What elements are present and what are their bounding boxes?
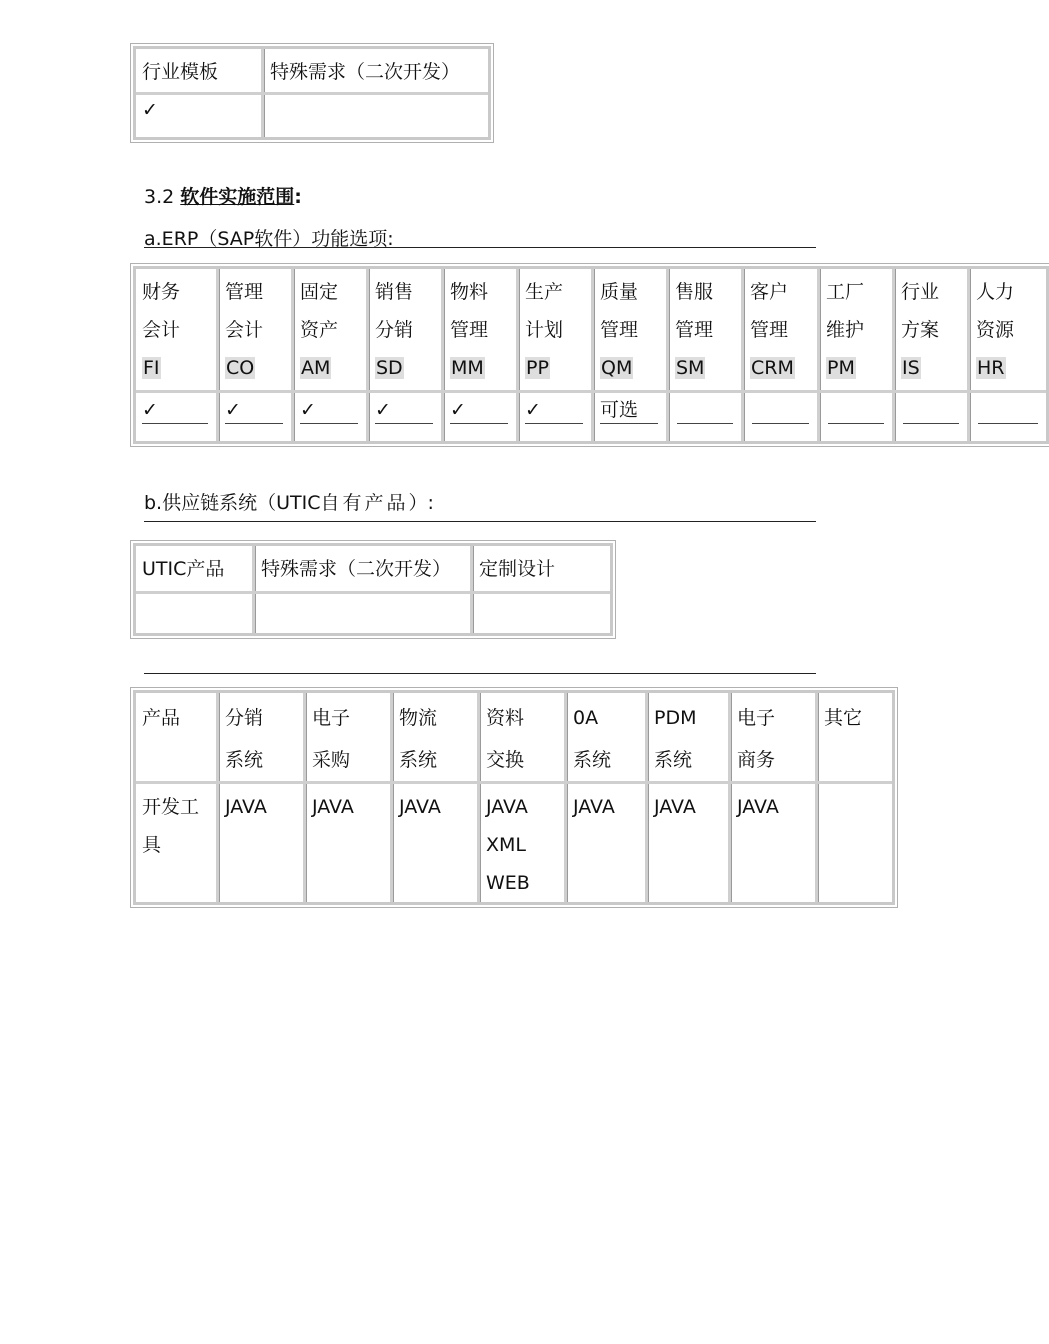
erp-module-hr: [967, 269, 1046, 393]
tools-label-line1: 开发工: [142, 796, 200, 818]
products-header-line2: 系统: [654, 749, 693, 771]
supply-caption: [144, 488, 434, 515]
tools-cell: [390, 784, 477, 902]
tools-cell: [728, 784, 815, 902]
products-tools-row: [136, 784, 892, 902]
erp-module-line1: 生产: [525, 281, 564, 303]
products-header-cell: [815, 693, 892, 784]
tools-cell-line: JAVA: [573, 796, 615, 818]
utic-cell-special: [252, 594, 470, 633]
tools-cell-line: JAVA: [399, 796, 441, 818]
products-header-line2: 采购: [312, 749, 351, 771]
erp-module-line1: 工厂: [826, 281, 865, 303]
utic-header-custom: 定制设计: [470, 546, 610, 594]
erp-mark-cell-pm: [817, 393, 892, 441]
products-header-cell: [390, 693, 477, 784]
erp-module-code: [750, 349, 813, 387]
erp-module-fi: [136, 269, 216, 393]
products-header-cell: [216, 693, 303, 784]
tools-cell: [303, 784, 390, 902]
erp-module-code: [375, 349, 437, 387]
utic-header-product: UTIC产品: [136, 546, 252, 594]
template-cell-check: ✓: [142, 99, 158, 121]
erp-module-line2: 资产: [300, 319, 339, 341]
tools-cell-line: JAVA: [486, 796, 528, 818]
erp-module-code-text: PM: [827, 357, 855, 379]
products-header-cell: [645, 693, 728, 784]
erp-module-line1: 质量: [600, 281, 639, 303]
tools-cell-line: JAVA: [225, 796, 267, 818]
tools-cell-line: JAVA: [312, 796, 354, 818]
erp-module-line1: 售服: [675, 281, 714, 303]
erp-module-mm: [441, 269, 516, 393]
erp-module-code: [142, 349, 212, 387]
erp-module-line2: 资源: [976, 319, 1015, 341]
products-header-cell: [564, 693, 645, 784]
erp-module-code: [225, 349, 287, 387]
erp-mark-cell-hr: [967, 393, 1046, 441]
erp-mark-cell-mm: [441, 393, 516, 441]
erp-mark-cell-fi: [136, 393, 216, 441]
erp-mark-cell-pp: [516, 393, 591, 441]
tools-cell: [815, 784, 892, 902]
erp-modules-table: [133, 266, 1049, 444]
erp-module-line2: 会计: [142, 319, 181, 341]
erp-module-code: [525, 349, 587, 387]
template-table: [133, 46, 491, 140]
erp-module-is: [892, 269, 967, 393]
products-header-line1: 物流: [399, 707, 438, 729]
section-heading: [144, 182, 302, 209]
supply-caption-b: 自有产品: [320, 492, 409, 514]
erp-module-line2: 方案: [901, 319, 940, 341]
erp-module-sd: [366, 269, 441, 393]
erp-mark-value: [828, 397, 884, 424]
erp-mark-cell-co: [216, 393, 291, 441]
erp-mark-value: ✓: [525, 397, 583, 424]
template-header-special: 特殊需求（二次开发）: [261, 49, 488, 95]
erp-module-qm: [591, 269, 666, 393]
erp-module-code-text: IS: [902, 357, 920, 379]
erp-mark-cell-crm: [741, 393, 817, 441]
erp-module-code-text: HR: [977, 357, 1005, 379]
erp-module-line1: 固定: [300, 281, 339, 303]
erp-module-code-text: CO: [226, 357, 255, 379]
tools-cell-line: JAVA: [654, 796, 696, 818]
products-header-line2: 系统: [225, 749, 264, 771]
utic-cell-product: [136, 594, 252, 633]
erp-module-line1: 销售: [375, 281, 414, 303]
tools-label-line2: 具: [142, 834, 162, 856]
erp-module-line2: 管理: [450, 319, 489, 341]
erp-module-code: [450, 349, 512, 387]
template-header-industry: 行业模板: [136, 49, 261, 95]
erp-mark-value: ✓: [450, 397, 508, 424]
erp-caption-rule: [144, 247, 816, 248]
erp-mark-value: [978, 397, 1038, 424]
erp-module-am: [291, 269, 366, 393]
erp-module-code-text: AM: [301, 357, 331, 379]
section-colon: :: [294, 186, 302, 208]
erp-mark-cell-am: [291, 393, 366, 441]
products-header-cell: [136, 693, 216, 784]
erp-caption: a.ERP（SAP软件）功能选项:: [144, 228, 394, 250]
products-header-cell: [477, 693, 564, 784]
erp-module-line1: 行业: [901, 281, 940, 303]
tools-cell-line: XML: [486, 834, 526, 856]
erp-module-line1: 财务: [142, 281, 181, 303]
products-header-line2: 交换: [486, 749, 525, 771]
utic-cell-custom: [470, 594, 610, 633]
products-header-row: [136, 693, 892, 784]
erp-module-sm: [666, 269, 741, 393]
erp-module-line2: 分销: [375, 319, 414, 341]
erp-module-code: [675, 349, 737, 387]
tools-cell: [645, 784, 728, 902]
products-separator-rule: [144, 673, 816, 674]
template-cell-special: [261, 95, 488, 137]
tools-cell: [477, 784, 564, 902]
erp-mark-value: [677, 397, 733, 424]
erp-mark-value: ✓: [300, 397, 358, 424]
erp-mark-cell-sm: [666, 393, 741, 441]
products-header-line1: 电子: [312, 707, 351, 729]
section-title: 软件实施范围: [180, 186, 295, 208]
erp-module-pp: [516, 269, 591, 393]
erp-mark-value: ✓: [375, 397, 433, 424]
erp-module-code-text: CRM: [751, 357, 794, 379]
erp-module-code-text: SD: [376, 357, 403, 379]
tools-cell: [564, 784, 645, 902]
products-header-line2: 商务: [737, 749, 776, 771]
erp-mark-cell-sd: [366, 393, 441, 441]
products-header-line1: 产品: [142, 707, 181, 729]
erp-mark-value: [752, 397, 809, 424]
tools-cell-line: WEB: [486, 872, 530, 894]
utic-header-special: 特殊需求（二次开发）: [252, 546, 470, 594]
erp-module-co: [216, 269, 291, 393]
erp-mark-cell-qm: [591, 393, 666, 441]
erp-module-code-text: QM: [601, 357, 633, 379]
utic-table: [133, 543, 613, 636]
erp-mark-value: [903, 397, 959, 424]
products-header-line1: 分销: [225, 707, 264, 729]
erp-module-line1: 管理: [225, 281, 264, 303]
products-header-line1: PDM: [654, 707, 697, 729]
erp-module-line2: 管理: [675, 319, 714, 341]
erp-mark-row: [136, 393, 1046, 441]
erp-module-line2: 管理: [750, 319, 789, 341]
erp-mark-value: ✓: [225, 397, 283, 424]
erp-module-pm: [817, 269, 892, 393]
erp-module-code-text: SM: [676, 357, 705, 379]
erp-module-line1: 人力: [976, 281, 1015, 303]
erp-module-line1: 客户: [750, 281, 789, 303]
erp-module-line2: 会计: [225, 319, 264, 341]
products-header-line1: 资料: [486, 707, 525, 729]
erp-module-line2: 维护: [826, 319, 865, 341]
erp-module-line1: 物料: [450, 281, 489, 303]
tools-cell: [216, 784, 303, 902]
products-header-line2: 系统: [399, 749, 438, 771]
erp-module-code-text: MM: [451, 357, 484, 379]
erp-module-line2: 管理: [600, 319, 639, 341]
erp-module-code-text: FI: [143, 357, 160, 379]
erp-module-code: [901, 349, 963, 387]
erp-mark-value: ✓: [142, 397, 208, 424]
erp-module-code: [976, 349, 1042, 387]
erp-module-code: [300, 349, 362, 387]
products-header-cell: [728, 693, 815, 784]
erp-mark-value: 可选: [600, 397, 658, 424]
erp-header-row: [136, 269, 1046, 393]
products-header-line1: 电子: [737, 707, 776, 729]
supply-caption-rule: [144, 521, 816, 522]
products-header-line1: 其它: [824, 707, 863, 729]
erp-module-line2: 计划: [525, 319, 564, 341]
supply-caption-c: ）:: [408, 492, 434, 514]
erp-module-code: [600, 349, 662, 387]
section-number: 3.2: [144, 186, 175, 208]
products-header-line2: 系统: [573, 749, 612, 771]
products-header-line1: 0A: [573, 707, 599, 729]
products-table: [133, 690, 895, 905]
supply-caption-a: b.供应链系统（UTIC: [144, 492, 321, 514]
erp-mark-cell-is: [892, 393, 967, 441]
erp-module-code: [826, 349, 888, 387]
products-header-cell: [303, 693, 390, 784]
tools-cell-line: JAVA: [737, 796, 779, 818]
erp-module-code-text: PP: [526, 357, 549, 379]
erp-module-crm: [741, 269, 817, 393]
tools-label-cell: [136, 784, 216, 902]
